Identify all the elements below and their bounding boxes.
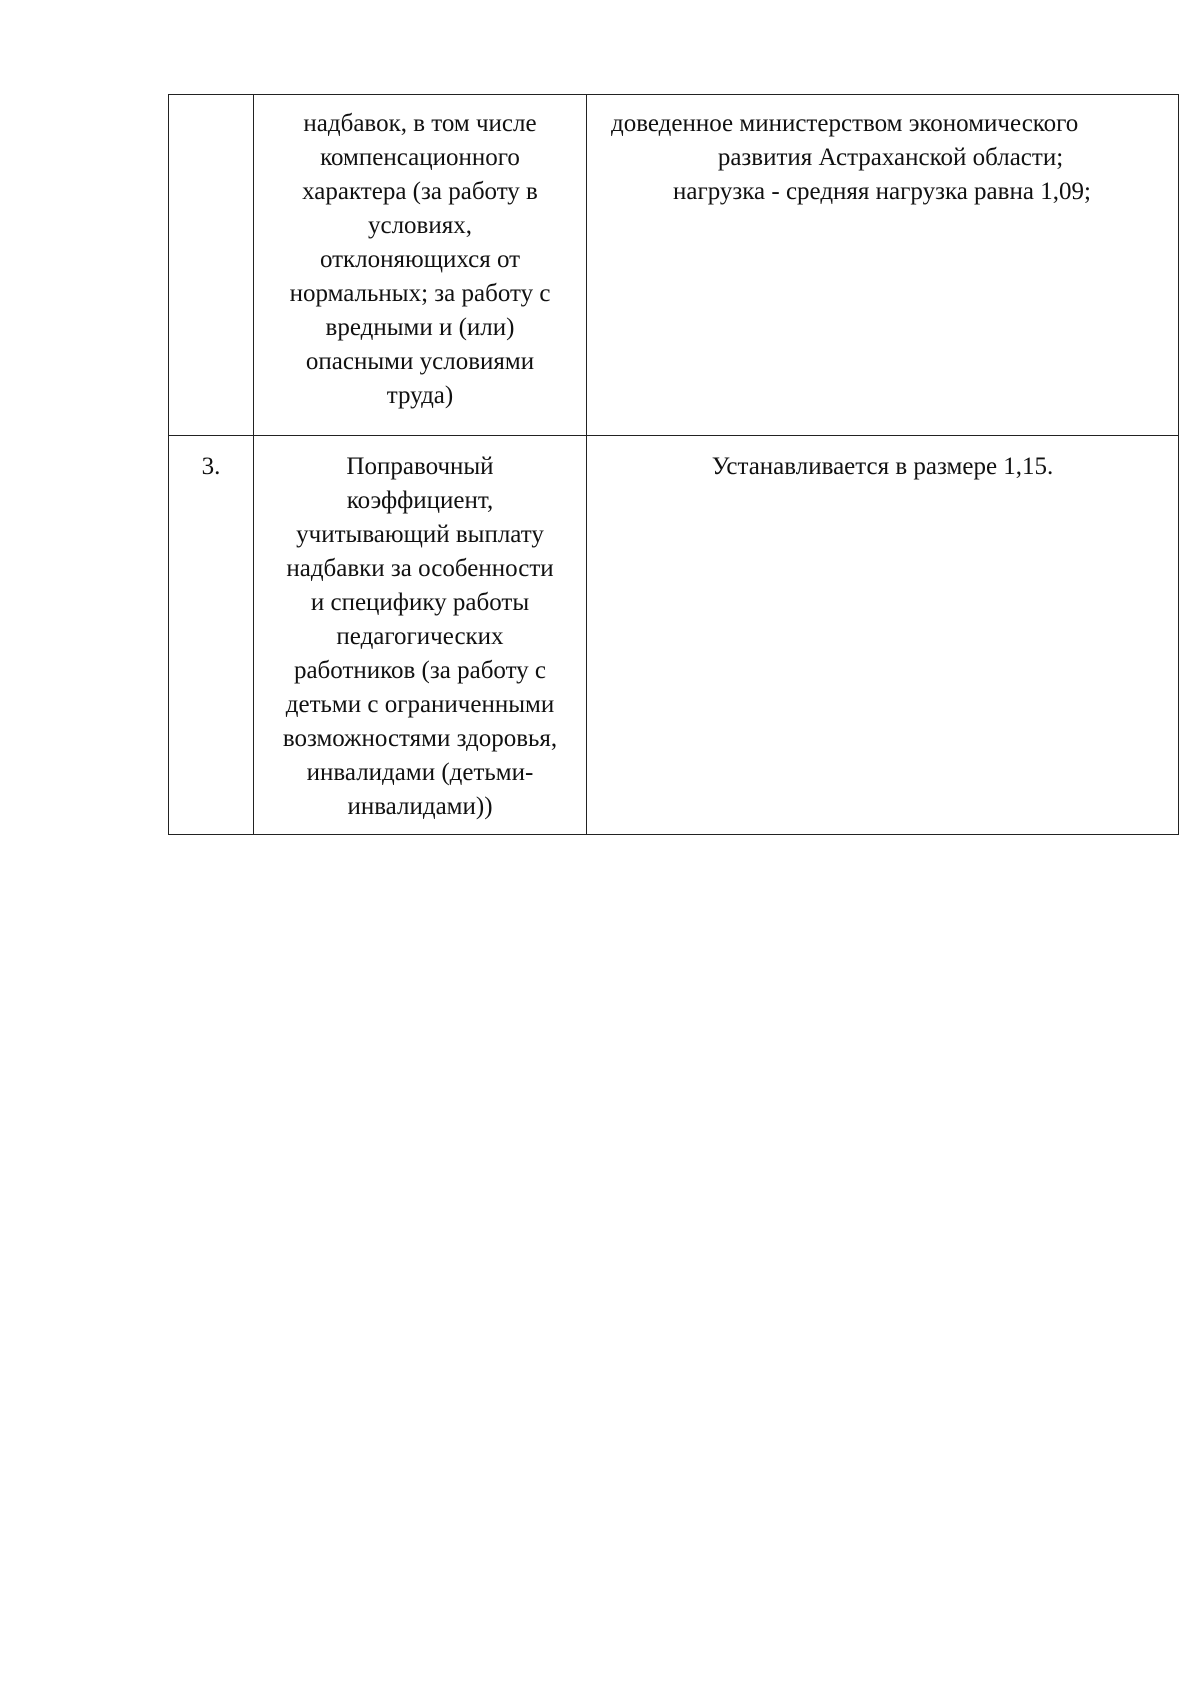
description-line: развития Астраханской области; xyxy=(717,144,1064,171)
name-line: коэффициент, xyxy=(346,487,494,514)
name-line: инвалидами)) xyxy=(347,793,493,820)
name-line: учитывающий выплату xyxy=(296,521,544,548)
row-description-cell xyxy=(587,95,1179,436)
row-description-cell xyxy=(587,436,1179,835)
name-line: надбавки за особенности xyxy=(286,555,554,582)
name-line: Поправочный xyxy=(346,453,494,480)
row-number-cell: 3. xyxy=(169,436,254,835)
description-line: доведенное министерством экономического xyxy=(611,110,1079,137)
name-line: возможностями здоровья, xyxy=(282,725,558,752)
row-number-cell xyxy=(169,95,254,436)
name-line: надбавок, в том числе xyxy=(303,110,537,137)
name-line: педагогических xyxy=(336,623,504,650)
name-line: инвалидами (детьми- xyxy=(306,759,534,786)
description-line: Устанавливается в размере 1,15. xyxy=(711,453,1054,480)
name-line: компенсационного xyxy=(320,144,520,171)
name-line: условиях, xyxy=(367,212,472,239)
description-line: нагрузка - средняя нагрузка равна 1,09; xyxy=(673,178,1091,205)
name-line: характера (за работу в xyxy=(302,178,538,205)
coefficients-table xyxy=(168,94,1179,835)
name-line: вредными и (или) xyxy=(325,314,515,341)
table-row xyxy=(169,436,1179,835)
row-name-cell xyxy=(254,95,587,436)
name-line: детьми с ограниченными xyxy=(285,691,555,718)
name-line: нормальных; за работу с xyxy=(289,280,551,307)
name-line: труда) xyxy=(386,382,454,409)
name-line: отклоняющихся от xyxy=(319,246,521,273)
name-line: работников (за работу с xyxy=(293,657,547,684)
name-line: и специфику работы xyxy=(310,589,530,616)
name-line: опасными условиями xyxy=(305,348,535,375)
table-row xyxy=(169,95,1179,436)
row-name-cell xyxy=(254,436,587,835)
